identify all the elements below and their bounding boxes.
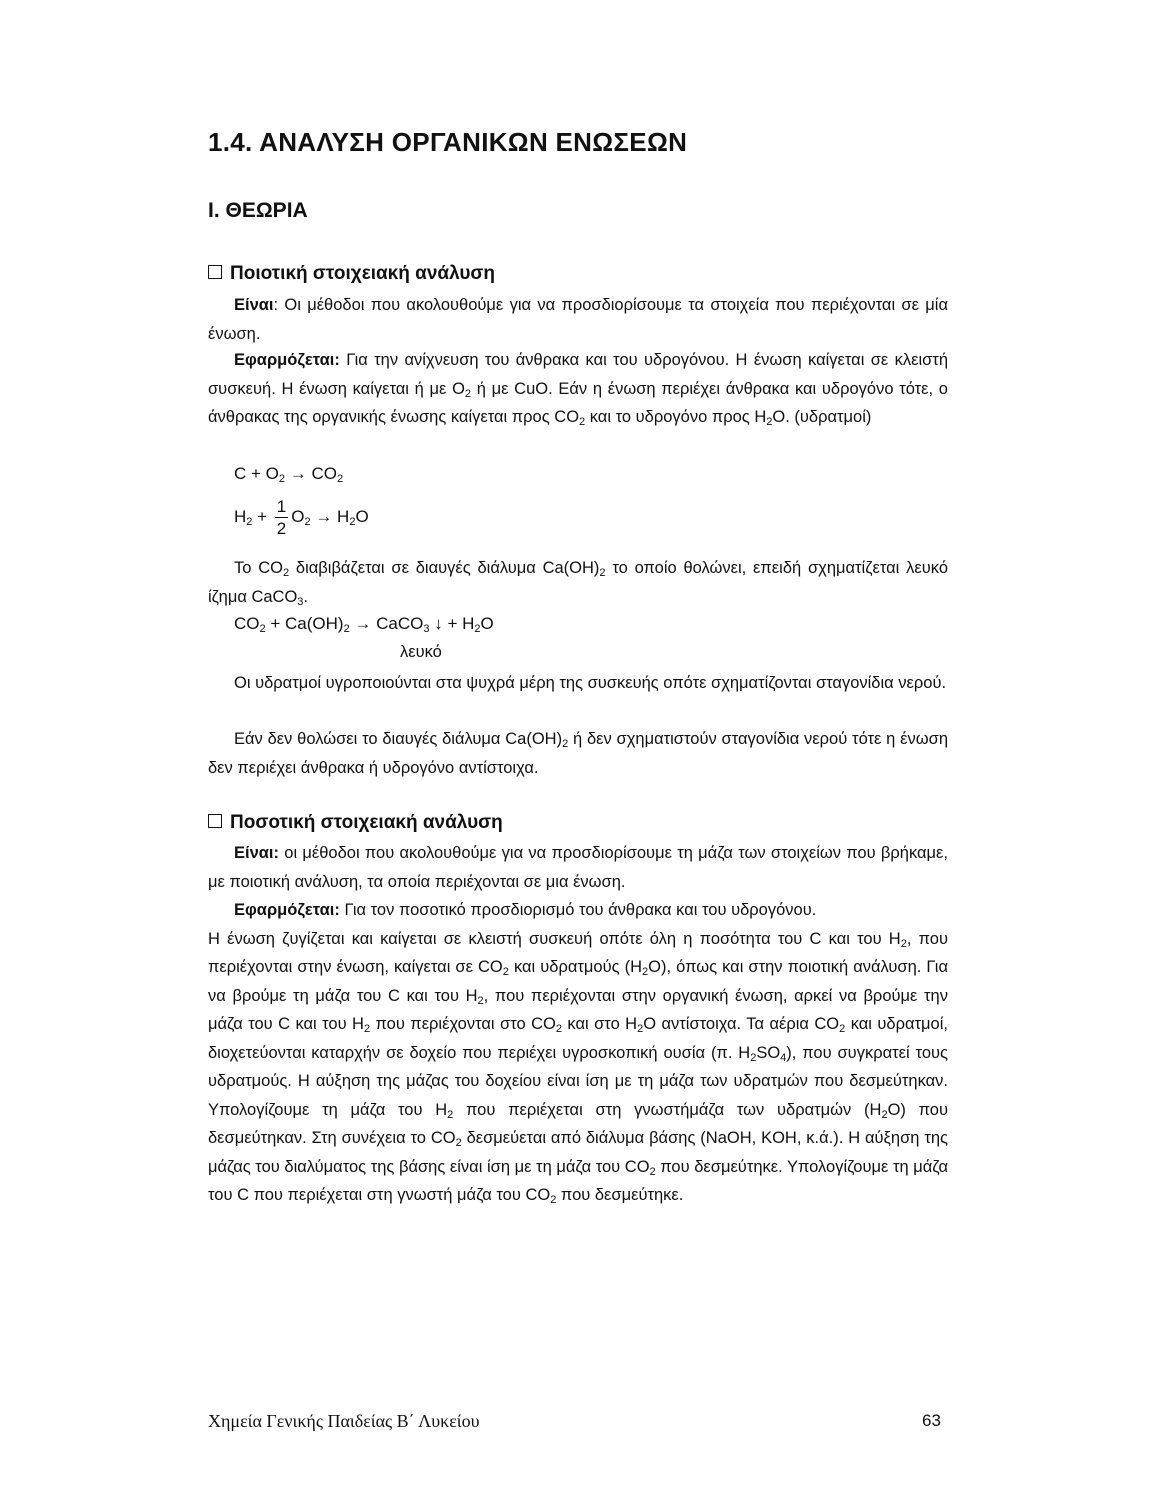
definition-paragraph: Είναι: Οι μέθοδοι που ακολουθούμε για να προσδιορίσουμε τα στοιχεία που περιέχονται σε μία ένωση. [208, 296, 948, 343]
qualitative-definition [208, 291, 948, 348]
qualitative-heading-text: Ποιοτική στοιχειακή ανάλυση [230, 263, 496, 284]
co2-paragraph: Το $CO_2$ διαβιβάζεται σε διαυγές διάλυμα $Ca(OH)_2$ το οποίο θολώνει, επειδή σχηματίζεται λευκό ίζημα CaCO$_3$. [208, 559, 948, 608]
equation-limewater: $CO_2 + Ca(OH)_2$ → CaCO$_3$ ↓ + $H_2O$ [234, 614, 494, 635]
fraction-one-half: $\frac{1}{2}$ [276, 497, 287, 538]
checkbox-square-icon [208, 265, 222, 279]
quantitative-application: Εφαρμόζεται: Για τον ποσοτικό προσδιορισμό του άνθρακα και του υδρογόνου. Η ένωση ζυγίζεται και καίγεται σε κλειστή συσκευή οπότε όλη η ποσότητα του C και του $H_2$, που περιέχονται στην ένωση, καίγεται σε $CO_2$ και υδρατμούς $(H_2O)$, όπως και στην ποιοτική ανάλυση. Για να βρούμε τη μάζα του C και του $H_2$, που περιέχονται στην οργανική ένωση, αρκεί να βρούμε την μάζα του C και του $H_2$ που περιέχονται στο $CO_2$ και στο $H_2O$ αντίστοιχα. Τα αέρια $CO_2$ και υδρατμοί, διοχετεύονται καταρχήν σε δοχείο που περιέχει υγροσκοπική ουσία (π. $H_2SO_4$), που συγκρατεί τους υδρατμούς. Η αύξηση της μάζας του δοχείου είναι ίση με τη μάζα των υδρατμών που δεσμεύτηκαν. Υπολογίζουμε τη μάζα του $H_2$ που περιέχεται στη γνωστήμάζα των υδρατμών $(H_2O)$ που δεσμεύτηκαν. Στη συνέχεια το $CO_2$ δεσμεύεται από διάλυμα βάσης (NaOH, KOH, κ.ά.). Η αύξηση της μάζας του διαλύματος της βάσης είναι ίση με τη μάζα του $CO_2$ που δεσμεύτηκε. Υπολογίζουμε τη μάζα του C που περιέχεται στη γνωστή μάζα του $CO_2$ που δεσμεύτηκε. [208, 901, 949, 1206]
chapter-title: 1.4. ΑΝΑΛΥΣΗ ΟΡΓΑΝΙΚΩΝ ΕΝΩΣΕΩΝ [208, 127, 688, 157]
application-paragraph: Εφαρμόζεται: Για την ανίχνευση του άνθρακα και του υδρογόνου. Η ένωση καίγεται σε κλειστή συσκευή. Η ένωση καίγεται ή με $O_2$ ή με CuO. Εάν η ένωση περιέχει άνθρακα και υδρογόνο τότε, ο άνθρακας της οργανικής ένωσης καίγεται προς $CO_2$ και το υδρογόνο προς $H_2O$. (υδρατμοί) [208, 351, 948, 428]
qualitative-heading [208, 263, 495, 285]
conclusion-paragraph: Εάν δεν θολώσει το διαυγές διάλυμα $Ca(OH)_2$ ή δεν σχηματιστούν σταγονίδια νερού τότε η ένωση δεν περιέχει άνθρακα ή υδρογόνο αντίστοιχα. [208, 730, 948, 777]
quantitative-heading [208, 812, 503, 834]
footer-book-title: Χημεία Γενικής Παιδείας Β΄ Λυκείου [208, 1411, 480, 1431]
equation-hydrogen-combustion: $H_2$ + $\frac{1}{2}$ $O_2 \to H_2O$ [234, 497, 369, 538]
equation-carbon-combustion: $C + O_2 \to CO_2$ [234, 464, 344, 485]
qualitative-application [208, 346, 948, 432]
section-title: Ι. ΘΕΩΡΙΑ [208, 199, 308, 222]
vapor-paragraph: Οι υδρατμοί υγροποιούνται στα ψυχρά μέρη της συσκευής οπότε σχηματίζονται σταγονίδια νερού. [234, 674, 947, 692]
precipitate-label: λευκό [400, 643, 442, 661]
quantitative-definition: Είναι: οι μέθοδοι που ακολουθούμε για να προσδιορίσουμε τη μάζα των στοιχείων που βρήκαμε, με ποιοτική ανάλυση, τα οποία περιέχονται σε μια ένωση. [208, 844, 948, 891]
checkbox-square-icon [208, 814, 222, 828]
quantitative-heading-text: Ποσοτική στοιχειακή ανάλυση [230, 812, 503, 833]
page-number: 63 [922, 1411, 941, 1430]
